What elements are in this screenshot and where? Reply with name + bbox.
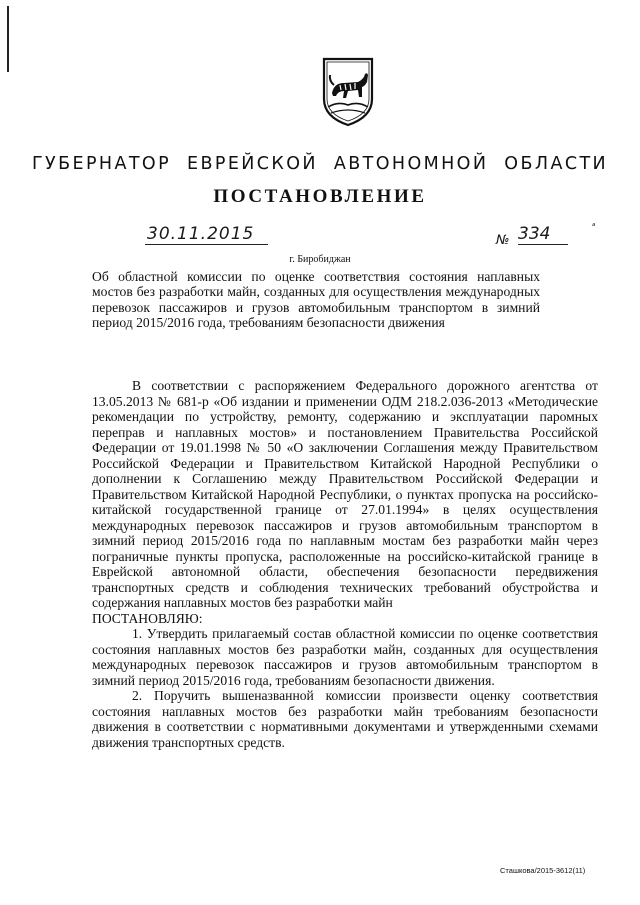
document-date: 30.11.2015 bbox=[145, 224, 268, 245]
item-1-paragraph: 1. Утвердить прилагаемый состав областной комиссии по оценке соответствия состояния наплавных мостов без разработки майн, созданных для осуществления международных перевозок пассажиров и грузов автомобильным транспортом в зимний период 2015/2016 года, требованиям безопасности движения. bbox=[92, 626, 598, 688]
document-type-title: ПОСТАНОВЛЕНИЕ bbox=[213, 186, 427, 207]
city-name: г. Биробиджан bbox=[289, 254, 351, 265]
document-number: 334 bbox=[518, 224, 568, 245]
number-mark: ᵃ bbox=[592, 222, 596, 232]
binding-line bbox=[7, 6, 9, 72]
footer-reference: Сташкова/2015-3612(11) bbox=[500, 866, 586, 875]
coat-of-arms-icon bbox=[318, 55, 378, 127]
item-2-paragraph: 2. Поручить вышеназванной комиссии произвести оценку соответствия состояния наплавных мостов без разработки майн требованиям безопасности движения в соответствии с нормативными документами и утвержденными схемами движения транспортных средств. bbox=[92, 688, 598, 750]
number-label: № bbox=[496, 233, 510, 248]
resolve-heading: ПОСТАНОВЛЯЮ: bbox=[92, 610, 203, 626]
authority-title: ГУБЕРНАТОР ЕВРЕЙСКОЙ АВТОНОМНОЙ ОБЛАСТИ bbox=[31, 154, 609, 174]
document-body bbox=[92, 378, 598, 750]
document-subject: Об областной комиссии по оценке соответствия состояния наплавных мостов без разработки майн, созданных для осуществления международных перевозок пассажиров и грузов автомобильным транспортом в зимний период 2015/2016 года, требованиям безопасности движения bbox=[92, 269, 540, 331]
preamble-paragraph: В соответствии с распоряжением Федерального дорожного агентства от 13.05.2013 № 681-р «Об издании и применении ОДМ 218.2.036-2013 «Методические рекомендации по устройству, ремонту, содержанию и эксплуатации паромных переправ и наплавных мостов» и постановлением Правительства Российской Федерации от 19.01.1998 № 50 «О заключении Соглашения между Правительством Российской Федерации и Правительством Китайской Народной Республики о дополнении к Соглашению между Правительством Российской Федерации и Правительством Китайской Народной Республики, о пунктах пропуска на российско-китайской государственной границе от 27.01.1994» в целях осуществления международных перевозок пассажиров и грузов автомобильным транспортом в зимний период 2015/2016 года по наплавным мостам без разработки майн через пограничные пункты пропуска, расположенные на российско-китайской границе в Еврейской автономной области, обеспечения безопасности передвижения транспортных средств и соблюдения технических требований обустройства и содержания наплавных мостов без разработки майн bbox=[92, 378, 598, 610]
